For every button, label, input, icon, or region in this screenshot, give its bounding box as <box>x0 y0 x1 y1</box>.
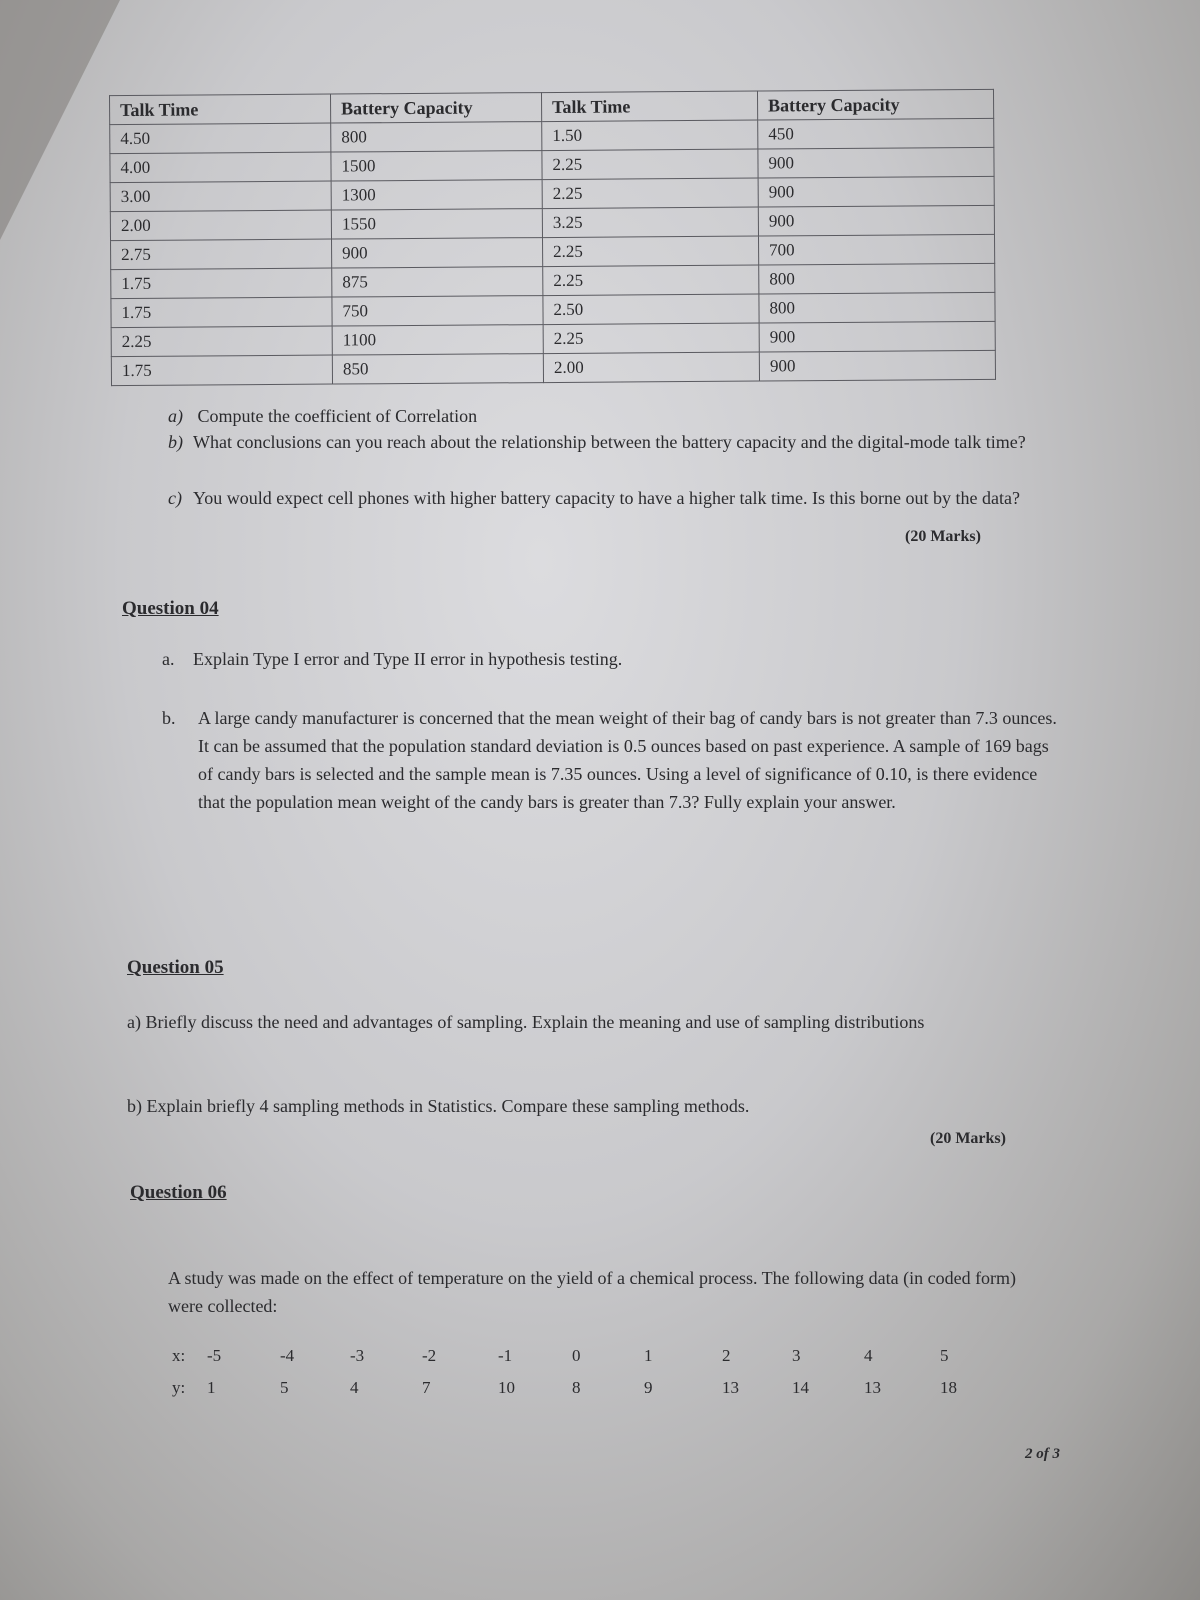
q6-x-value: 2 <box>722 1346 731 1365</box>
q4-a-label: a. <box>162 649 175 669</box>
q3-b-text: What conclusions can you reach about the relationship between the battery capacity and the digital-mode talk time? <box>193 432 1026 452</box>
q6-y-value: 13 <box>722 1378 739 1397</box>
table-cell: 2.25 <box>542 149 758 180</box>
table-row <box>111 350 995 385</box>
table-cell: 1300 <box>331 180 542 210</box>
table-cell: 4.00 <box>110 152 331 183</box>
q6-y-value: 1 <box>207 1378 216 1397</box>
q3-marks: (20 Marks) <box>905 528 981 545</box>
q4-part-b <box>162 704 1062 816</box>
q3-b-label: b) <box>168 432 183 452</box>
table-cell: 2.75 <box>111 239 332 270</box>
talk-time-battery-table <box>109 89 996 386</box>
q3-part-c <box>168 484 1048 512</box>
q3-a-label: a) <box>168 406 183 426</box>
col-battery-capacity-1: Battery Capacity <box>330 93 541 123</box>
q6-x-value: -1 <box>498 1346 513 1365</box>
q6-x-value: 4 <box>864 1346 873 1365</box>
q5-part-b: b) Explain briefly 4 sampling methods in Statistics. Compare these sampling methods. <box>127 1096 750 1116</box>
q6-x-value: 3 <box>792 1346 801 1365</box>
q6-y-value: 18 <box>940 1378 957 1397</box>
q5-part-a: a) Briefly discuss the need and advantages of sampling. Explain the meaning and use of sampling distributions <box>127 1012 925 1032</box>
table-cell: 875 <box>332 267 543 297</box>
table-cell: 750 <box>332 296 543 326</box>
table-cell: 2.50 <box>543 294 759 325</box>
q6-y-label: y: <box>172 1378 186 1397</box>
q6-y-value: 14 <box>792 1378 809 1397</box>
q6-intro: A study was made on the effect of temperature on the yield of a chemical process. The following data (in coded form) were collected: <box>168 1268 1017 1316</box>
q3-part-a <box>168 402 1048 430</box>
q6-x-value: -3 <box>350 1346 365 1365</box>
table-cell: 1.75 <box>111 297 332 328</box>
table-body <box>110 118 996 385</box>
q6-x-label: x: <box>172 1346 186 1365</box>
q5-marks: (20 Marks) <box>930 1130 1006 1147</box>
q5-heading: Question 05 <box>127 957 224 978</box>
q6-x-value: 5 <box>940 1346 949 1365</box>
table-cell: 1.75 <box>111 355 332 386</box>
q6-heading: Question 06 <box>130 1182 227 1203</box>
q3-c-label: c) <box>168 488 182 508</box>
table-cell: 2.25 <box>542 178 758 209</box>
table-cell: 2.00 <box>110 210 331 241</box>
table-cell: 800 <box>331 122 542 152</box>
q6-x-row <box>172 1346 1002 1370</box>
q3-part-b <box>168 428 1048 456</box>
q3-a-text: Compute the coefficient of Correlation <box>197 406 478 426</box>
q6-y-value: 10 <box>498 1378 515 1397</box>
table-cell: 900 <box>759 350 995 381</box>
table-cell: 450 <box>758 118 994 149</box>
q4-b-label: b. <box>162 708 176 728</box>
table-cell: 2.25 <box>543 236 759 267</box>
q4-b-text: A large candy manufacturer is concerned that the mean weight of their bag of candy bars is not greater than 7.3 ounces. It can be assumed that the population standard deviation is 0.5 ounces based on past experience. A sample of 169 bags of candy bars is selected and the sample mean is 7.35 ounces. Using a level of significance of 0.10, is there evidence that the population mean weight of the candy bars is greater than 7.3? Fully explain your answer. <box>198 708 1057 812</box>
table-cell: 1100 <box>332 325 543 355</box>
q6-x-value: 1 <box>644 1346 653 1365</box>
q6-y-value: 8 <box>572 1378 581 1397</box>
page-number: 2 of 3 <box>1025 1446 1060 1462</box>
col-talk-time-1: Talk Time <box>109 94 330 125</box>
table-cell: 2.00 <box>543 352 759 383</box>
table-cell: 850 <box>332 354 543 384</box>
table-cell: 900 <box>758 176 994 207</box>
page-fold-shadow <box>0 0 120 240</box>
q6-x-value: -2 <box>422 1346 437 1365</box>
table-cell: 1.50 <box>542 120 758 151</box>
table-cell: 2.25 <box>543 265 759 296</box>
q6-y-value: 5 <box>280 1378 289 1397</box>
col-battery-capacity-2: Battery Capacity <box>757 89 993 120</box>
q4-part-a <box>162 645 1052 673</box>
table-cell: 900 <box>332 238 543 268</box>
col-talk-time-2: Talk Time <box>541 91 757 122</box>
table-cell: 2.25 <box>111 326 332 357</box>
table-cell: 4.50 <box>110 123 331 154</box>
table-cell: 3.25 <box>542 207 758 238</box>
table-cell: 900 <box>758 147 994 178</box>
q4-heading: Question 04 <box>122 598 219 619</box>
table-cell: 1500 <box>331 151 542 181</box>
q6-x-value: -4 <box>280 1346 295 1365</box>
table-cell: 1.75 <box>111 268 332 299</box>
q6-y-value: 9 <box>644 1378 653 1397</box>
q6-y-value: 4 <box>350 1378 359 1397</box>
table-cell: 3.00 <box>110 181 331 212</box>
q6-y-value: 13 <box>864 1378 881 1397</box>
table-cell: 700 <box>758 234 994 265</box>
q6-y-row <box>172 1378 1002 1402</box>
q4-a-text: Explain Type I error and Type II error in hypothesis testing. <box>193 649 623 669</box>
table-cell: 900 <box>758 205 994 236</box>
table-cell: 800 <box>759 292 995 323</box>
table-cell: 800 <box>759 263 995 294</box>
table-cell: 2.25 <box>543 323 759 354</box>
q6-y-value: 7 <box>422 1378 431 1397</box>
table-cell: 1550 <box>331 209 542 239</box>
q3-c-text: You would expect cell phones with higher battery capacity to have a higher talk time. Is this borne out by the data? <box>193 488 1020 508</box>
table-cell: 900 <box>759 321 995 352</box>
q6-x-value: -5 <box>207 1346 222 1365</box>
q6-x-value: 0 <box>572 1346 581 1365</box>
